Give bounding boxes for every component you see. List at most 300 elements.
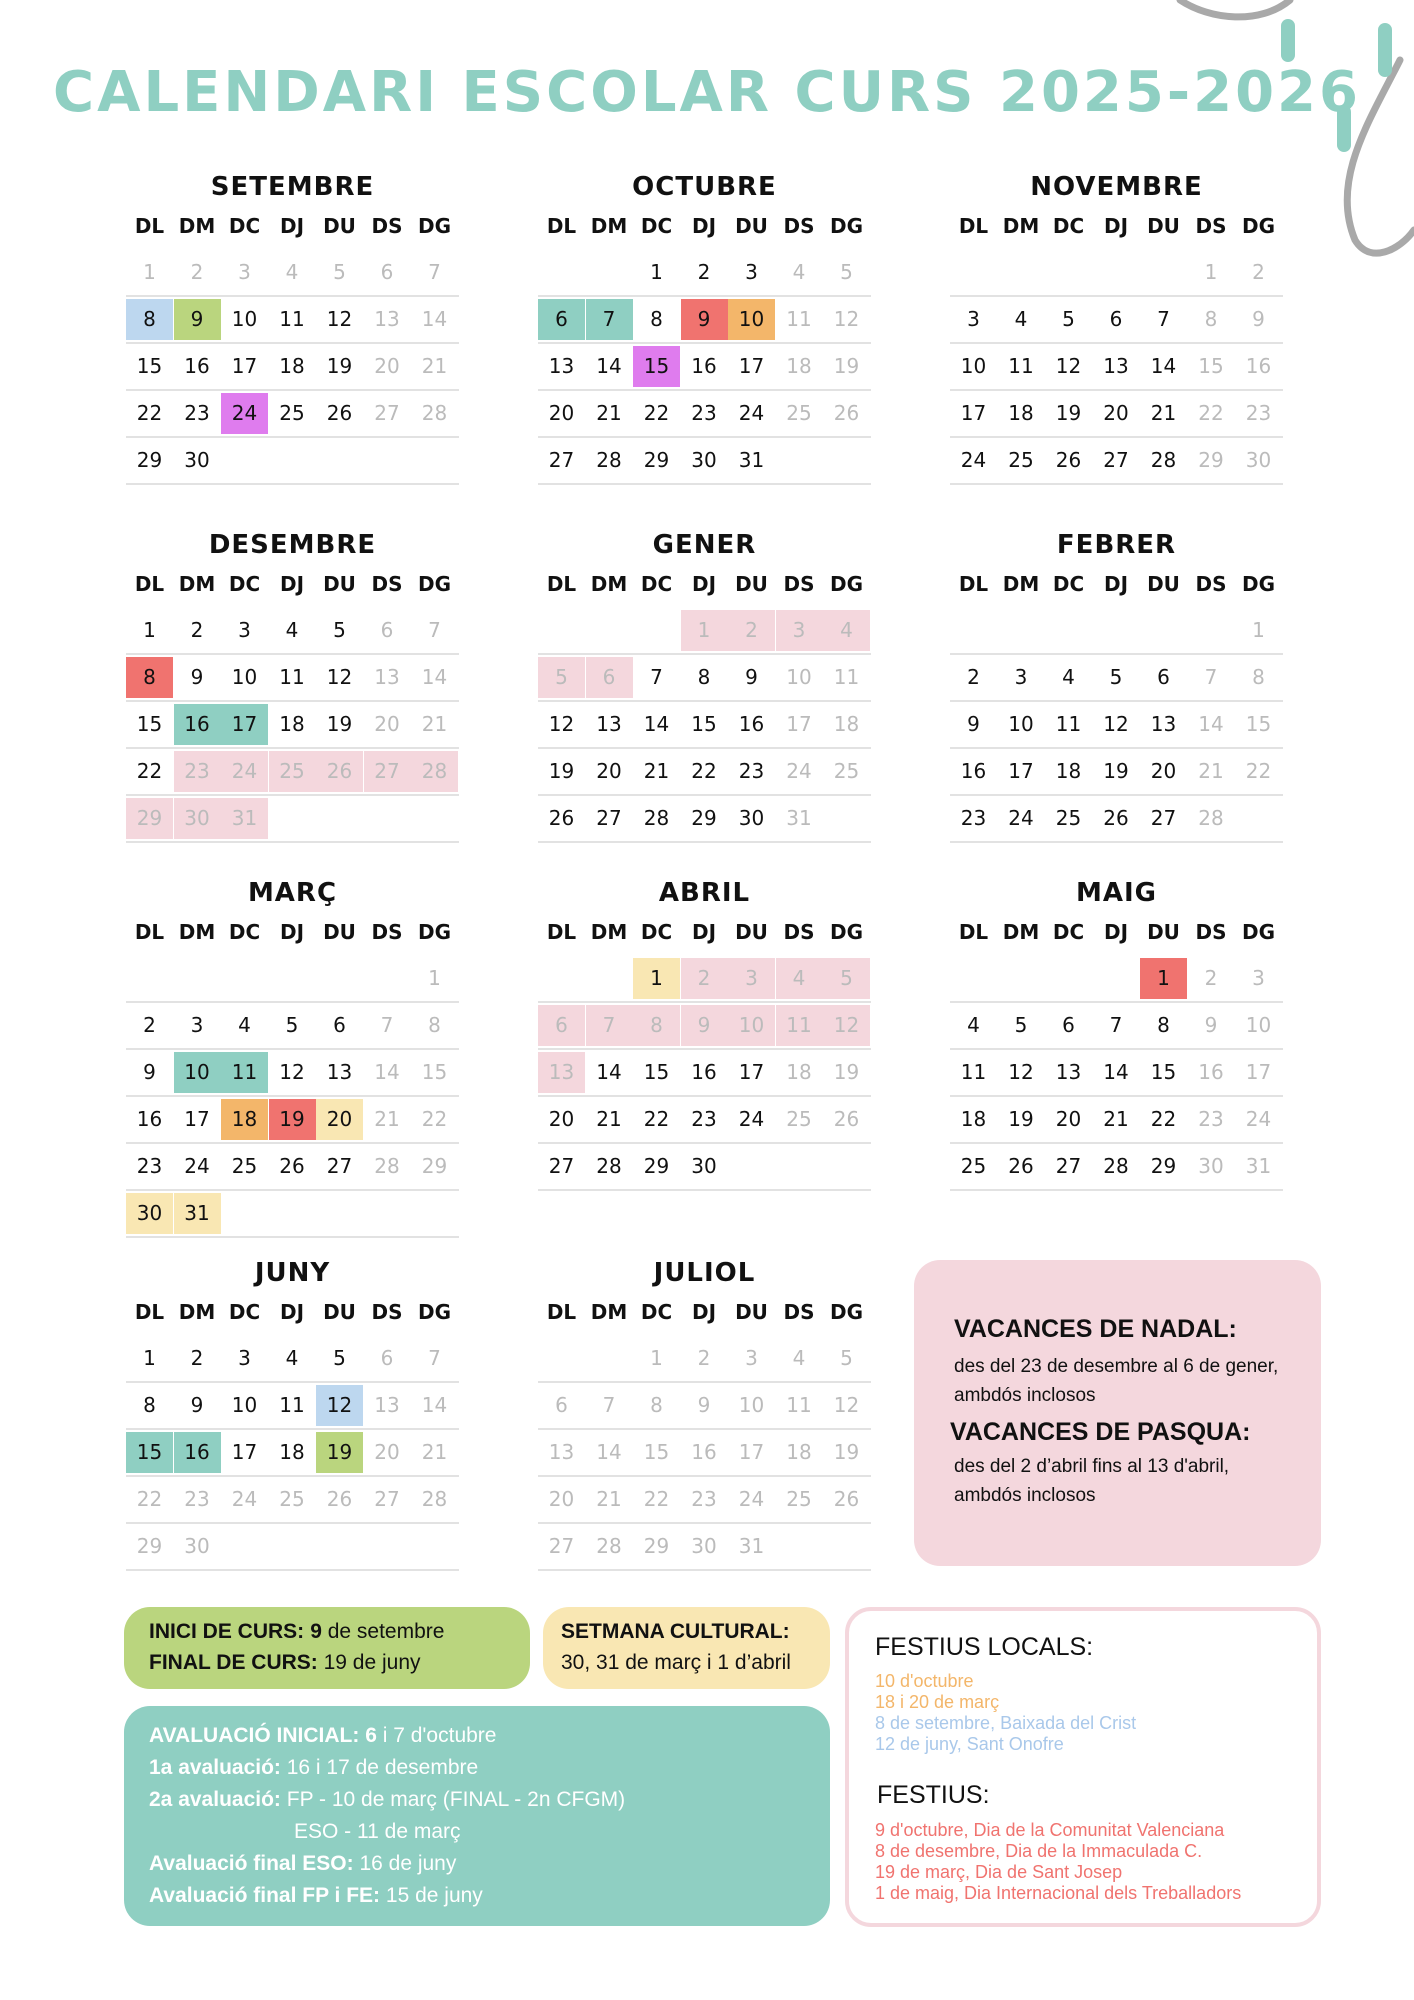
weekday-label: DU (1147, 920, 1180, 944)
day-cell: 2 (697, 260, 711, 284)
weekday-label: DG (1241, 214, 1276, 238)
row-divider (950, 653, 1283, 655)
day-cell: 2 (190, 1346, 204, 1370)
day-cell: 6 (333, 1013, 346, 1037)
row-divider (538, 1142, 871, 1144)
day-cell: 7 (428, 260, 441, 284)
row-divider (126, 342, 459, 344)
day-cell: 18 (1055, 759, 1082, 783)
day-cell: 13 (326, 1060, 353, 1084)
row-divider (950, 295, 1283, 297)
weekday-label: DG (417, 1300, 452, 1324)
day-cell: 3 (745, 1346, 758, 1370)
weekday-label: DM (590, 214, 628, 238)
day-cell: 9 (745, 665, 758, 689)
holiday-item: 1 de maig, Dia Internacional dels Treballadors (875, 1883, 1242, 1903)
weekday-label: DU (735, 572, 768, 596)
day-cell: 13 (374, 307, 400, 331)
day-cell: 2 (681, 958, 728, 999)
day-cell: 15 (1150, 1060, 1177, 1084)
day-cell: 18 (786, 1060, 812, 1084)
cultural-week-box (543, 1607, 830, 1689)
day-cell: 3 (190, 1013, 204, 1037)
day-cell: 25 (960, 1154, 987, 1178)
day-cell: 13 (548, 354, 575, 378)
day-cell: 5 (1109, 665, 1123, 689)
day-cell: 29 (643, 448, 670, 472)
day-cell: 10 (174, 1052, 221, 1093)
day-cell: 14 (421, 1393, 448, 1417)
day-cell: 20 (374, 354, 400, 378)
day-cell: 19 (326, 712, 353, 736)
day-cell: 8 (428, 1013, 441, 1037)
day-cell: 21 (643, 759, 670, 783)
row-divider (950, 1048, 1283, 1050)
weekday-label: DJ (691, 1300, 717, 1324)
row-divider (950, 1189, 1283, 1191)
day-cell: 16 (738, 712, 765, 736)
day-cell: 14 (596, 354, 622, 378)
day-cell: 23 (184, 1487, 210, 1511)
row-divider (538, 1569, 871, 1571)
day-cell: 26 (326, 401, 353, 425)
day-cell: 17 (738, 1060, 765, 1084)
day-cell: 26 (316, 751, 363, 792)
weekday-label: DG (417, 214, 452, 238)
day-cell: 3 (238, 618, 251, 642)
day-cell: 2 (728, 610, 775, 651)
day-cell: 1 (1204, 260, 1218, 284)
day-cell: 9 (190, 665, 204, 689)
day-cell: 26 (1055, 448, 1082, 472)
row-divider (950, 1142, 1283, 1144)
weekday-label: DU (323, 572, 356, 596)
day-cell: 3 (1252, 966, 1265, 990)
day-cell: 13 (538, 1052, 585, 1093)
day-cell: 14 (421, 307, 448, 331)
day-cell: 15 (643, 1440, 670, 1464)
weekday-label: DU (323, 214, 356, 238)
weekday-label: DS (371, 1300, 403, 1324)
day-cell: 15 (1198, 354, 1224, 378)
day-cell: 10 (1008, 712, 1034, 736)
day-cell: 1 (143, 260, 156, 284)
day-cell: 22 (136, 759, 163, 783)
day-cell: 23 (1245, 401, 1272, 425)
row-divider (538, 342, 871, 344)
weekday-label: DS (371, 920, 403, 944)
weekday-label: DG (417, 572, 452, 596)
day-cell: 6 (538, 299, 585, 340)
day-cell: 31 (738, 1534, 765, 1558)
weekday-label: DC (640, 920, 673, 944)
day-cell: 14 (1150, 354, 1177, 378)
day-cell: 3 (967, 307, 980, 331)
row-divider (126, 653, 459, 655)
day-cell: 12 (823, 1005, 870, 1046)
day-cell: 25 (269, 751, 316, 792)
day-cell: 16 (691, 1060, 717, 1084)
weekday-label: DJ (279, 920, 305, 944)
day-cell: 24 (960, 448, 987, 472)
day-cell: 2 (1252, 260, 1265, 284)
day-cell: 4 (776, 958, 823, 999)
day-cell: 26 (279, 1154, 305, 1178)
weekday-label: DC (228, 920, 261, 944)
eval-second-eso: ESO - 11 de març (294, 1820, 461, 1843)
day-cell: 17 (1245, 1060, 1272, 1084)
day-cell: 25 (786, 1487, 812, 1511)
day-cell: 8 (697, 665, 711, 689)
day-cell: 29 (1150, 1154, 1177, 1178)
holidays-title: FESTIUS: (877, 1781, 990, 1809)
day-cell: 8 (1204, 307, 1218, 331)
day-cell: 1 (681, 610, 728, 651)
weekday-label: DM (178, 214, 216, 238)
day-cell: 3 (745, 260, 758, 284)
day-cell: 16 (960, 759, 987, 783)
row-divider (126, 1569, 459, 1571)
day-cell: 5 (840, 260, 853, 284)
row-divider (538, 1048, 871, 1050)
weekday-header (126, 920, 459, 948)
day-cell: 29 (643, 1154, 670, 1178)
day-cell: 19 (1055, 401, 1082, 425)
day-cell: 6 (380, 260, 394, 284)
day-cell: 18 (786, 354, 812, 378)
row-divider (126, 841, 459, 843)
row-divider (126, 1475, 459, 1477)
day-cell: 28 (411, 751, 458, 792)
day-cell: 27 (326, 1154, 353, 1178)
row-divider (126, 794, 459, 796)
weekday-label: DS (783, 1300, 815, 1324)
day-cell: 6 (586, 657, 633, 698)
day-cell: 17 (231, 1440, 258, 1464)
day-cell: 29 (136, 1534, 163, 1558)
day-cell: 8 (143, 1393, 156, 1417)
day-cell: 17 (221, 704, 268, 745)
weekday-label: DC (228, 1300, 261, 1324)
day-cell: 30 (691, 448, 717, 472)
row-divider (538, 1428, 871, 1430)
day-cell: 23 (691, 1107, 717, 1131)
day-cell: 21 (596, 1107, 622, 1131)
day-cell: 20 (1055, 1107, 1082, 1131)
local-holiday-item: 10 d'octubre (875, 1671, 974, 1691)
day-cell: 21 (421, 354, 448, 378)
day-cell: 14 (1103, 1060, 1129, 1084)
day-cell: 22 (1245, 759, 1272, 783)
month-name: ABRIL (658, 878, 751, 908)
weekday-label: DC (640, 214, 673, 238)
row-divider (126, 1428, 459, 1430)
day-cell: 4 (1014, 307, 1028, 331)
row-divider (126, 1381, 459, 1383)
row-divider (950, 747, 1283, 749)
day-cell: 27 (548, 1534, 575, 1558)
day-cell: 7 (1109, 1013, 1123, 1037)
weekday-label: DU (323, 1300, 356, 1324)
weekday-label: DS (371, 572, 403, 596)
weekday-label: DL (546, 1300, 577, 1324)
day-cell: 25 (1008, 448, 1034, 472)
day-cell: 28 (374, 1154, 400, 1178)
weekday-label: DL (134, 920, 165, 944)
day-cell: 9 (681, 1005, 728, 1046)
eval-initial: AVALUACIÓ INICIAL: 6 i 7 d'octubre (149, 1724, 497, 1747)
weekday-label: DG (1241, 572, 1276, 596)
row-divider (950, 700, 1283, 702)
day-cell: 7 (428, 618, 441, 642)
row-divider (538, 1001, 871, 1003)
day-cell: 8 (650, 1393, 663, 1417)
weekday-label: DM (590, 920, 628, 944)
day-cell: 11 (1055, 712, 1082, 736)
day-cell: 9 (143, 1060, 156, 1084)
weekday-label: DS (371, 214, 403, 238)
day-cell: 30 (184, 1534, 210, 1558)
day-cell: 14 (421, 665, 448, 689)
day-cell: 25 (833, 759, 860, 783)
day-cell: 16 (1198, 1060, 1224, 1084)
course-dates-box (124, 1607, 530, 1689)
day-cell: 18 (279, 1440, 305, 1464)
weekday-header (950, 920, 1283, 948)
day-cell: 8 (126, 657, 173, 698)
day-cell: 28 (1103, 1154, 1129, 1178)
day-cell: 13 (1150, 712, 1177, 736)
weekday-label: DM (1002, 214, 1040, 238)
weekday-label: DC (1052, 572, 1085, 596)
eval-final-fp: Avaluació final FP i FE: 15 de juny (149, 1884, 483, 1907)
row-divider (126, 295, 459, 297)
day-cell: 23 (691, 1487, 717, 1511)
day-cell: 14 (643, 712, 670, 736)
day-cell: 25 (231, 1154, 258, 1178)
day-cell: 2 (190, 618, 204, 642)
day-cell: 1 (1140, 958, 1187, 999)
day-cell: 31 (1245, 1154, 1272, 1178)
day-cell: 29 (126, 798, 173, 839)
day-cell: 12 (326, 307, 353, 331)
day-cell: 15 (691, 712, 717, 736)
day-cell: 16 (184, 354, 210, 378)
day-cell: 5 (333, 618, 346, 642)
day-cell: 27 (364, 751, 411, 792)
weekday-label: DC (640, 1300, 673, 1324)
row-divider (538, 1095, 871, 1097)
day-cell: 29 (691, 806, 717, 830)
day-cell: 12 (833, 1393, 860, 1417)
day-cell: 17 (738, 1440, 765, 1464)
day-cell: 25 (279, 401, 305, 425)
evaluations-box (124, 1706, 830, 1926)
day-cell: 12 (833, 307, 860, 331)
weekday-label: DL (958, 572, 989, 596)
day-cell: 30 (691, 1534, 717, 1558)
day-cell: 7 (586, 299, 633, 340)
row-divider (126, 1095, 459, 1097)
day-cell: 27 (1103, 448, 1129, 472)
day-cell: 21 (374, 1107, 400, 1131)
weekday-label: DM (590, 572, 628, 596)
day-cell: 9 (174, 299, 221, 340)
day-cell: 13 (1103, 354, 1129, 378)
day-cell: 4 (1062, 665, 1075, 689)
day-cell: 19 (316, 1432, 363, 1473)
day-cell: 19 (548, 759, 575, 783)
day-cell: 22 (421, 1107, 448, 1131)
day-cell: 7 (1157, 307, 1170, 331)
day-cell: 16 (136, 1107, 163, 1131)
day-cell: 9 (190, 1393, 204, 1417)
day-cell: 8 (126, 299, 173, 340)
day-cell: 14 (1198, 712, 1224, 736)
day-cell: 5 (538, 657, 585, 698)
day-cell: 20 (548, 1107, 575, 1131)
christmas-holidays-text: des del 23 de desembre al 6 de gener, ambdós inclosos (954, 1356, 1279, 1406)
day-cell: 13 (548, 1440, 575, 1464)
row-divider (950, 794, 1283, 796)
local-holiday-item: 8 de setembre, Baixada del Crist (875, 1713, 1137, 1733)
month-name: DESEMBRE (208, 530, 377, 560)
day-cell: 11 (221, 1052, 268, 1093)
day-cell: 5 (333, 260, 346, 284)
cultural-week-text: 30, 31 de març i 1 d’abril (561, 1651, 791, 1674)
day-cell: 10 (231, 1393, 258, 1417)
row-divider (126, 1142, 459, 1144)
day-cell: 20 (596, 759, 622, 783)
day-cell: 11 (786, 307, 812, 331)
day-cell: 28 (421, 1487, 448, 1511)
weekday-label: DC (1052, 214, 1085, 238)
day-cell: 6 (1157, 665, 1170, 689)
row-divider (126, 436, 459, 438)
row-divider (126, 483, 459, 485)
day-cell: 29 (643, 1534, 670, 1558)
day-cell: 24 (738, 401, 765, 425)
day-cell: 3 (238, 260, 251, 284)
day-cell: 24 (1245, 1107, 1272, 1131)
day-cell: 29 (421, 1154, 448, 1178)
day-cell: 24 (786, 759, 812, 783)
row-divider (950, 342, 1283, 344)
weekday-label: DJ (279, 572, 305, 596)
day-cell: 25 (279, 1487, 305, 1511)
day-cell: 23 (738, 759, 765, 783)
weekday-label: DG (829, 1300, 864, 1324)
day-cell: 21 (1103, 1107, 1129, 1131)
day-cell: 27 (596, 806, 622, 830)
row-divider (538, 700, 871, 702)
weekday-label: DG (829, 572, 864, 596)
day-cell: 2 (1204, 966, 1218, 990)
day-cell: 20 (316, 1099, 363, 1140)
row-divider (538, 747, 871, 749)
month-name: MAIG (1075, 878, 1157, 908)
day-cell: 19 (326, 354, 353, 378)
day-cell: 21 (421, 1440, 448, 1464)
holidays-box (914, 1260, 1321, 1566)
weekday-label: DL (134, 1300, 165, 1324)
row-divider (950, 389, 1283, 391)
day-cell: 20 (1150, 759, 1177, 783)
weekday-label: DM (178, 920, 216, 944)
weekday-label: DS (783, 214, 815, 238)
day-cell: 25 (1055, 806, 1082, 830)
day-cell: 24 (221, 393, 268, 434)
row-divider (126, 1236, 459, 1238)
holiday-item: 9 d'octubre, Dia de la Comunitat Valenciana (875, 1820, 1225, 1840)
day-cell: 7 (650, 665, 663, 689)
day-cell: 11 (279, 1393, 305, 1417)
day-cell: 28 (596, 448, 622, 472)
row-divider (538, 1475, 871, 1477)
day-cell: 4 (823, 610, 870, 651)
day-cell: 17 (738, 354, 765, 378)
day-cell: 2 (967, 665, 980, 689)
day-cell: 26 (548, 806, 575, 830)
weekday-label: DJ (691, 214, 717, 238)
weekday-label: DJ (691, 920, 717, 944)
day-cell: 5 (1062, 307, 1075, 331)
day-cell: 4 (792, 1346, 806, 1370)
day-cell: 24 (1008, 806, 1034, 830)
weekday-label: DL (958, 214, 989, 238)
weekday-label: DL (546, 572, 577, 596)
row-divider (538, 436, 871, 438)
day-cell: 4 (238, 1013, 251, 1037)
month-name: OCTUBRE (632, 172, 777, 202)
day-cell: 22 (643, 1487, 670, 1511)
day-cell: 1 (633, 958, 680, 999)
day-cell: 6 (380, 618, 394, 642)
weekday-header (126, 572, 459, 600)
day-cell: 21 (1150, 401, 1177, 425)
weekday-label: DC (1052, 920, 1085, 944)
month-name: FEBRER (1056, 530, 1177, 560)
day-cell: 9 (967, 712, 980, 736)
day-cell: 21 (596, 1487, 622, 1511)
day-cell: 22 (1198, 401, 1224, 425)
day-cell: 21 (1198, 759, 1224, 783)
day-cell: 4 (285, 618, 299, 642)
day-cell: 18 (960, 1107, 987, 1131)
day-cell: 8 (633, 1005, 680, 1046)
weekday-label: DL (546, 920, 577, 944)
day-cell: 10 (786, 665, 812, 689)
day-cell: 14 (596, 1440, 622, 1464)
local-holidays-title: FESTIUS LOCALS: (875, 1633, 1094, 1661)
day-cell: 31 (174, 1193, 221, 1234)
day-cell: 20 (548, 1487, 575, 1511)
day-cell: 24 (184, 1154, 210, 1178)
row-divider (538, 295, 871, 297)
weekday-label: DM (1002, 920, 1040, 944)
local-holiday-item: 12 de juny, Sant Onofre (875, 1734, 1064, 1754)
holiday-item: 19 de març, Dia de Sant Josep (875, 1862, 1123, 1882)
christmas-holidays-title: VACANCES DE NADAL: (954, 1315, 1237, 1343)
easter-holidays-text: des del 2 d’abril fins al 13 d'abril, ambdós inclosos (954, 1456, 1230, 1506)
day-cell: 13 (596, 712, 622, 736)
day-cell: 29 (136, 448, 163, 472)
day-cell: 2 (697, 1346, 711, 1370)
day-cell: 10 (231, 665, 258, 689)
month-name: SETEMBRE (210, 172, 375, 202)
day-cell: 19 (1008, 1107, 1034, 1131)
month-name: NOVEMBRE (1030, 172, 1203, 202)
